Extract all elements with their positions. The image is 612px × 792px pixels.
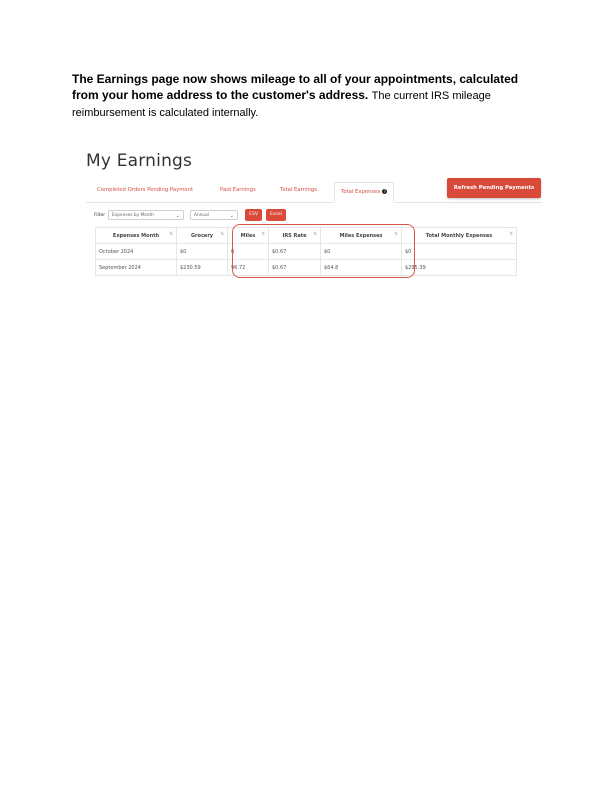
tab-total-earnings[interactable]: Total Earnings bbox=[280, 187, 318, 193]
column-header[interactable]: Miles Expenses ⇅ bbox=[321, 228, 402, 244]
table-cell: $0.67 bbox=[269, 244, 321, 260]
excel-button[interactable]: Excel bbox=[266, 209, 286, 221]
table-cell: $295.39 bbox=[402, 260, 517, 276]
table-cell: September 2024 bbox=[96, 260, 177, 276]
table-cell: $0 bbox=[321, 244, 402, 260]
earnings-screenshot bbox=[86, 148, 546, 282]
table-cell: $0.67 bbox=[269, 260, 321, 276]
tab-total-expenses-label: Total Expenses bbox=[341, 189, 381, 195]
filter-row bbox=[94, 210, 394, 222]
page-title: My Earnings bbox=[86, 151, 193, 171]
chevron-down-icon: ⌄ bbox=[175, 213, 180, 219]
csv-button[interactable]: CSV bbox=[245, 209, 262, 221]
column-header[interactable]: Expenses Month ⇅ bbox=[96, 228, 177, 244]
column-header[interactable]: Grocery ⇅ bbox=[177, 228, 228, 244]
chevron-down-icon: ⌄ bbox=[229, 213, 234, 219]
table-cell: October 2024 bbox=[96, 244, 177, 260]
tab-paid-earnings[interactable]: Paid Earnings bbox=[220, 187, 256, 193]
sort-icon[interactable]: ⇅ bbox=[509, 232, 513, 237]
intro-paragraph bbox=[72, 71, 542, 121]
table-cell: 0 bbox=[228, 244, 269, 260]
intro-rest-text: The current IRS mileage reimbursement is calculated internally. bbox=[72, 90, 491, 119]
expenses-table bbox=[95, 227, 517, 276]
info-icon: ? bbox=[383, 189, 386, 194]
column-header[interactable]: Miles ⇅ bbox=[228, 228, 269, 244]
intro-bold-text: The Earnings page now shows mileage to all of your appointments, calculated from your home address to the customer's address. bbox=[72, 72, 519, 102]
table-cell: $64.8 bbox=[321, 260, 402, 276]
table-cell: 96.72 bbox=[228, 260, 269, 276]
group-select[interactable] bbox=[108, 210, 184, 220]
sort-icon[interactable]: ⇅ bbox=[313, 232, 317, 237]
filter-label: Filter bbox=[94, 213, 106, 218]
period-select[interactable] bbox=[190, 210, 238, 220]
sort-icon[interactable]: ⇅ bbox=[261, 232, 265, 237]
sort-icon[interactable]: ⇅ bbox=[220, 232, 224, 237]
refresh-pending-payments-button[interactable]: Refresh Pending Payments bbox=[447, 178, 541, 198]
table-cell: $230.59 bbox=[177, 260, 228, 276]
sort-icon[interactable]: ⇅ bbox=[394, 232, 398, 237]
period-select-value: Annual bbox=[194, 213, 209, 218]
table-cell: $0 bbox=[177, 244, 228, 260]
column-header[interactable]: Total Monthly Expenses ⇅ bbox=[402, 228, 517, 244]
table-cell: $0 bbox=[402, 244, 517, 260]
tab-completed-orders[interactable]: Completed Orders Pending Payment bbox=[97, 187, 194, 193]
column-header[interactable]: IRS Rate ⇅ bbox=[269, 228, 321, 244]
sort-icon[interactable]: ⇅ bbox=[169, 232, 173, 237]
table-row bbox=[96, 260, 517, 276]
group-select-value: Expenses by Month bbox=[112, 213, 154, 218]
table-row bbox=[96, 244, 517, 260]
tab-total-expenses[interactable] bbox=[334, 182, 394, 203]
table-header-row bbox=[96, 228, 517, 244]
